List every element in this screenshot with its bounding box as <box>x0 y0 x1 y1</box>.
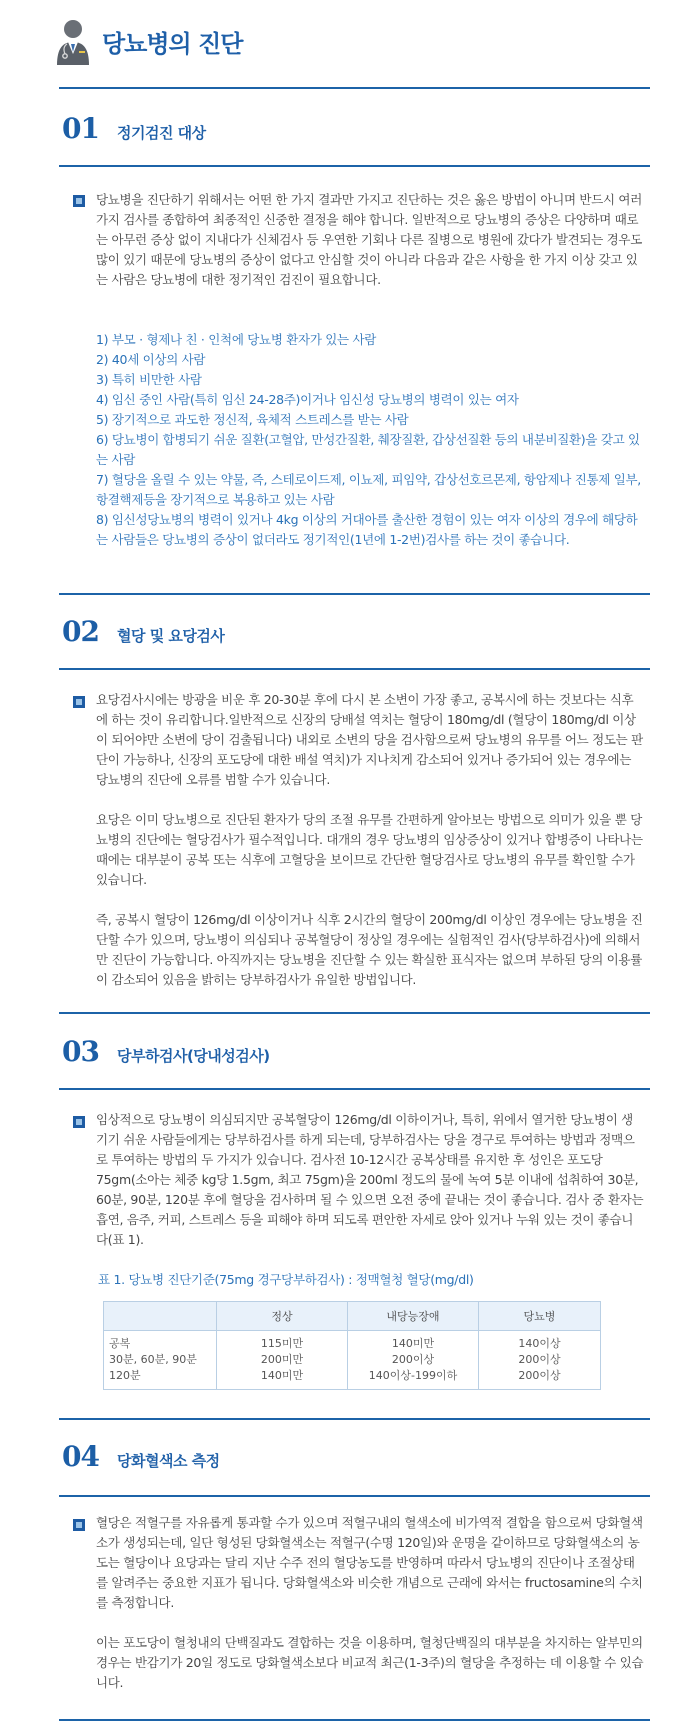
table-cell-text: 115미만 <box>260 1337 304 1350</box>
page-title: 당뇨병의 진단 <box>102 30 243 58</box>
section-03-header <box>62 1035 622 1075</box>
bullet-square-icon <box>73 696 85 708</box>
section-divider <box>59 593 650 595</box>
diagnosis-criteria-table <box>103 1301 601 1390</box>
section-02-body <box>96 810 644 890</box>
paragraph: 즉, 공복시 혈당이 126mg/dl 이상이거나 식후 2시간의 혈당이 200mg/dl 이상인 경우에는 당뇨병을 진단할 수가 있으며, 당뇨병이 의심되나 공복혈당이 정상일 경우에는 실험적인 검사(당부하검사)에 의해서만 진단이 가능합니다. 아직까지는 당뇨병을 진단할 수 있는 확실한 표식자는 없으며 부하된 당의 이용률이 감소되어 있음을 밝히는 당부하검사가 유일한 방법입니다. <box>96 912 643 987</box>
section-02-body <box>96 690 644 790</box>
section-02-header <box>62 615 622 655</box>
table-cell-text: 200이상 <box>518 1369 561 1382</box>
table-cell-text: 30분, 60분, 90분 <box>109 1353 197 1366</box>
table-cell <box>104 1331 217 1390</box>
list-item: 3) 특히 비만한 사람 <box>96 372 202 387</box>
table-header-cell: 당뇨병 <box>479 1302 601 1331</box>
table-cell-text: 140이상-199이하 <box>368 1369 458 1382</box>
section-title: 혈당 및 요당검사 <box>117 627 225 645</box>
paragraph: 당뇨병을 진단하기 위해서는 어떤 한 가지 결과만 가지고 진단하는 것은 옳은 방법이 아니며 반드시 여러 가지 검사를 종합하여 최종적인 신중한 결정을 해야 합니다. 일반적으로 당뇨병의 증상은 다양하며 때로는 아무런 증상 없이 지내다가 신체검사 등 우연한 기회나 다른 질병으로 병원에 갔다가 발견되는 경우도 많이 있기 때문에 당뇨병의 증상이 없다고 안심할 것이 아니라 다음과 같은 사항을 한 가지 이상 갖고 있는 사람은 당뇨병에 대한 정기적인 검진이 필요합니다. <box>96 192 642 287</box>
list-item: 5) 장기적으로 과도한 정신적, 육체적 스트레스를 받는 사람 <box>96 412 409 427</box>
table-header-cell <box>104 1302 217 1331</box>
paragraph: 이는 포도당이 혈청내의 단백질과도 결합하는 것을 이용하며, 혈청단백질의 대부분을 차지하는 알부민의 경우는 반감기가 20일 정도로 당화혈색소보다 비교적 최근(1-3주)의 혈당을 추정하는 데 이용할 수 있습니다. <box>96 1635 644 1690</box>
footer-divider <box>59 1719 650 1721</box>
section-04-body <box>96 1513 644 1613</box>
table-cell-text: 200이상 <box>391 1353 435 1366</box>
table-cell-text: 140미만 <box>260 1369 304 1382</box>
section-number: 02 <box>62 615 99 648</box>
table-cell-text: 200미만 <box>260 1353 304 1366</box>
bullet-square-icon <box>73 195 85 207</box>
table-header-cell: 정상 <box>217 1302 348 1331</box>
section-title: 당부하검사(당내성검사) <box>117 1047 270 1065</box>
list-item: 8) 임신성당뇨병의 병력이 있거나 4kg 이상의 거대아를 출산한 경험이 있는 여자 이상의 경우에 해당하는 사람들은 당뇨병의 증상이 없더라도 정기적인(1년에 1-2번)검사를 하는 것이 좋습니다. <box>96 512 638 547</box>
section-01-header <box>62 112 622 152</box>
paragraph: 혈당은 적혈구를 자유롭게 통과할 수가 있으며 적혈구내의 혈색소에 비가역적 결합을 함으로써 당화혈색소가 생성되는데, 일단 형성된 당화혈색소는 적혈구(수명 120일)와 운명을 같이하므로 당화혈색소의 농도는 혈당이나 요당과는 달리 지난 수주 전의 혈당농도를 반영하며 따라서 당뇨병의 진단이나 조절상태를 알려주는 중요한 지표가 됩니다. 당화혈색소와 비슷한 개념으로 근래에 와서는 fructosamine의 수치를 측정합니다. <box>96 1515 643 1610</box>
table-cell <box>217 1331 348 1390</box>
section-title: 당화혈색소 측정 <box>117 1452 220 1470</box>
doctor-icon <box>54 18 92 66</box>
section-03-body <box>96 1110 644 1250</box>
table-cell-text: 공복 <box>109 1337 131 1350</box>
table-cell <box>479 1331 601 1390</box>
section-number: 01 <box>62 112 99 145</box>
section-01-body <box>96 190 644 290</box>
section-divider <box>59 668 650 670</box>
list-item: 4) 임신 중인 사람(특히 임신 24-28주)이거나 임신성 당뇨병의 병력이 있는 여자 <box>96 392 519 407</box>
table-row <box>104 1331 601 1390</box>
list-item: 7) 혈당을 올릴 수 있는 약물, 즉, 스테로이드제, 이뇨제, 피임약, 갑상선호르몬제, 항암제나 진통제 일부, 항결핵제등을 장기적으로 복용하고 있는 사람 <box>96 472 641 507</box>
table-header-cell: 내당능장애 <box>348 1302 479 1331</box>
table-header-row <box>104 1302 601 1331</box>
page-header <box>54 18 654 70</box>
section-title: 정기검진 대상 <box>117 124 206 142</box>
section-divider <box>59 1012 650 1014</box>
table-cell-text: 140미만 <box>391 1337 435 1350</box>
header-divider <box>59 87 650 89</box>
list-item: 6) 당뇨병이 합병되기 쉬운 질환(고혈압, 만성간질환, 췌장질환, 갑상선질환 등의 내분비질환)을 갖고 있는 사람 <box>96 432 640 467</box>
list-item: 2) 40세 이상의 사람 <box>96 352 206 367</box>
bullet-square-icon <box>73 1519 85 1531</box>
table-cell <box>348 1331 479 1390</box>
paragraph: 요당검사시에는 방광을 비운 후 20-30분 후에 다시 본 소변이 가장 좋고, 공복시에 하는 것보다는 식후에 하는 것이 유리합니다.일반적으로 신장의 당배설 역치는 혈당이 180mg/dl (혈당이 180mg/dl 이상이 되어야만 소변에 당이 검출됩니다) 내외로 소변의 당을 검사함으로써 당뇨병의 유무를 어느 정도는 판단이 가능하나, 신장의 포도당에 대한 배설 역치)가 지나치게 감소되어 있거나 증가되어 있는 경우에는 당뇨병의 진단에 오류를 범할 수가 있습니다. <box>96 692 643 787</box>
section-divider <box>59 1418 650 1420</box>
section-04-header <box>62 1440 622 1480</box>
paragraph: 임상적으로 당뇨병이 의심되지만 공복혈당이 126mg/dl 이하이거나, 특히, 위에서 열거한 당뇨병이 생기기 쉬운 사람들에게는 당부하검사를 하게 되는데, 당부하검사는 당을 경구로 투여하는 방법과 정맥으로 투여하는 방법의 두 가지가 있습니다. 검사전 10-12시간 공복상태를 유지한 후 성인은 포도당 75gm(소아는 체중 kg당 1.5gm, 최고 75gm)을 200ml 정도의 물에 녹여 5분 이내에 섭취하여 30분, 60분, 90분, 120분 후에 혈당을 검사하며 될 수 있으면 오전 중에 끝내는 것이 좋습니다. 검사 중 환자는 흡연, 음주, 커피, 스트레스 등을 피해야 하며 되도록 편안한 자세로 앉아 있거나 누워 있는 것이 좋습니다(표 1). <box>96 1112 644 1247</box>
table-cell-text: 200이상 <box>518 1353 561 1366</box>
table-caption: 표 1. 당뇨병 진단기준(75mg 경구당부하검사) : 정맥혈청 혈당(mg/dl) <box>98 1272 474 1287</box>
section-divider <box>59 1495 650 1497</box>
table-cell-text: 140이상 <box>518 1337 561 1350</box>
table-cell-text: 120분 <box>109 1369 141 1382</box>
section-02-body <box>96 910 644 990</box>
list-item: 1) 부모 · 형제나 친 · 인척에 당뇨병 환자가 있는 사람 <box>96 332 377 347</box>
section-number: 04 <box>62 1440 99 1473</box>
section-divider <box>59 1088 650 1090</box>
section-01-list <box>96 330 644 550</box>
paragraph: 요당은 이미 당뇨병으로 진단된 환자가 당의 조절 유무를 간편하게 알아보는 방법으로 의미가 있을 뿐 당뇨병의 진단에는 혈당검사가 필수적입니다. 대개의 경우 당뇨병의 임상증상이 있거나 합병증이 나타나는 때에는 대부분이 공복 또는 식후에 고혈당을 보이므로 간단한 혈당검사로 당뇨병의 유무를 확인할 수가 있습니다. <box>96 812 643 887</box>
section-04-body <box>96 1633 644 1693</box>
bullet-square-icon <box>73 1116 85 1128</box>
section-divider <box>59 165 650 167</box>
section-number: 03 <box>62 1035 99 1068</box>
